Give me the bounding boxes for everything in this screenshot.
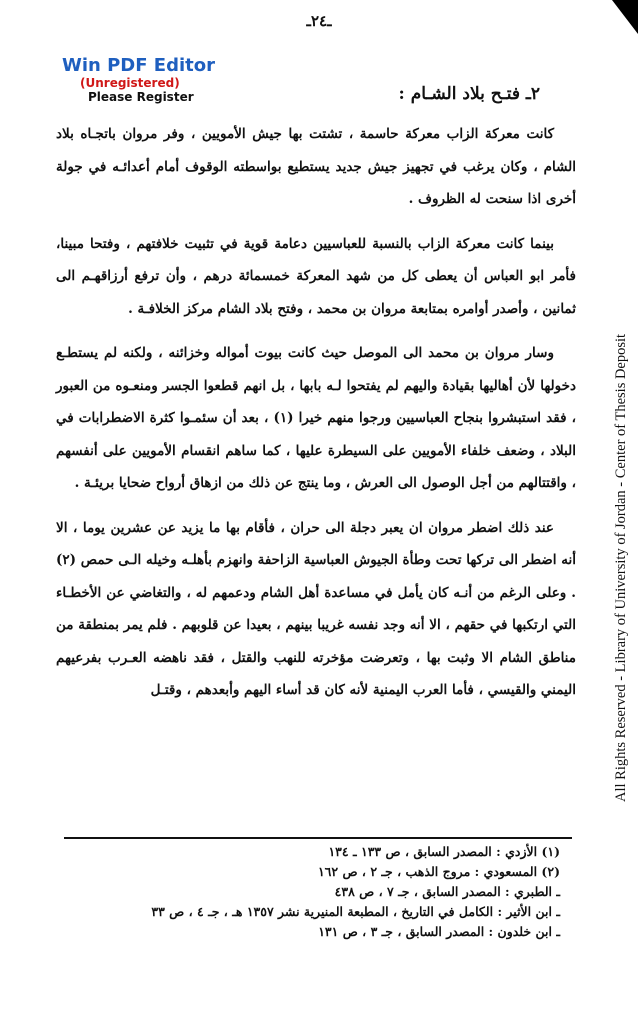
- page-number: ـ٢٤ـ: [306, 12, 332, 30]
- footnote: ـ ابن خلدون : المصدر السابق ، جـ ٣ ، ص ١٣١: [318, 924, 560, 939]
- footnote: (٢) المسعودي : مروج الذهب ، جـ ٢ ، ص ١٦٢: [317, 864, 560, 879]
- body-text: [56, 118, 576, 707]
- watermark-title: Win PDF Editor: [62, 55, 215, 76]
- footnote-divider: [64, 837, 572, 839]
- footnote: ـ الطبري : المصدر السابق ، جـ ٧ ، ص ٤٣٨: [334, 884, 560, 899]
- paragraph: عند ذلك اضطر مروان ان يعبر دجلة الى حران ، فأقام بها ما يزيد عن عشرين يوما ، الا أنه اضطر الى تركها تحت وطأة الجيوش العباسية الزاحفة وانهزم بأهلـه وخيله الـى حمص (٢) . وعلى الرغم من أنـه كان يأمل في مساعدة أهل الشام ودعمهم له ، والتغاضي عن الأخطـاء التي ارتكبها في حقهم ، الا أنه وجد نفسه غريبا بينهم ، بعيدا عن قلوبهم . فلم يمر بمنطقة من مناطق الشام الا وثبت بها ، وتعرضت مؤخرته للنهب والقتل ، فقد ناهضه العـرب بفرعيهم اليمني والقيسي ، فأما العرب اليمنية لأنه كان قد أساء اليهم وأبعدهم ، وقتـل: [56, 519, 576, 698]
- footnote: ـ ابن الأثير : الكامل في التاريخ ، المطبعة المنيرية نشر ١٣٥٧ هـ ، جـ ٤ ، ص ٣٣: [151, 904, 560, 919]
- paragraph: بينما كانت معركة الزاب بالنسبة للعباسيين دعامة قوية في تثبيت خلافتهم ، وفتحا مبينا، فأمر ابو العباس أن يعطى كل من شهد المعركة خمسمائة درهم ، وأن ترفع أرزاقهـم الى ثمانين ، وأصدر أوامره بمتابعة مروان بن محمد ، وفتح بلاد الشام مركز الخلافـة .: [56, 235, 576, 317]
- footnote: (١) الأزدي : المصدر السابق ، ص ١٣٣ ـ ١٣٤: [328, 844, 560, 859]
- paragraph: وسار مروان بن محمد الى الموصل حيث كانت بيوت أمواله وخزائنه ، ولكنه لم يستطـع دخولها لأن أهاليها بقيادة واليهم لم يفتحوا لـه بابها ، بل انهم قطعوا الجسر ومنعـوه من العبور ، فقد استبشروا بنجاح العباسيين ورجوا منهم خيرا (١) ، بعد أن سئمـوا كثرة الاضطرابات في البلاد ، وضعف خلفاء الأمويين على السيطرة عليها ، كما ساهم انقسام الأمويين على أنفسهم ، واقتتالهم من أجل الوصول الى العرش ، وما ينتج عن ذلك من ازهاق أرواح ضحايا بريئـة .: [56, 345, 576, 491]
- paragraph: كانت معركة الزاب معركة حاسمة ، تشتت بها جيش الأمويين ، وفر مروان باتجـاه بلاد الشام ، وكان يرغب في تجهيز جيش جديد يستطيع بواسطته الوقوف أمام أعدائـه في جولة أخرى اذا سنحت له الظروف .: [56, 126, 576, 207]
- section-heading: ٢ـ فتـح بلاد الشـام :: [398, 84, 540, 104]
- watermark-status: (Unregistered): [80, 76, 180, 90]
- watermark: [62, 56, 215, 105]
- footnotes: [40, 842, 560, 942]
- side-copyright-notice: All Rights Reserved - Library of University of Jordan - Center of Thesis Deposit: [613, 333, 629, 802]
- watermark-prompt: Please Register: [88, 90, 194, 104]
